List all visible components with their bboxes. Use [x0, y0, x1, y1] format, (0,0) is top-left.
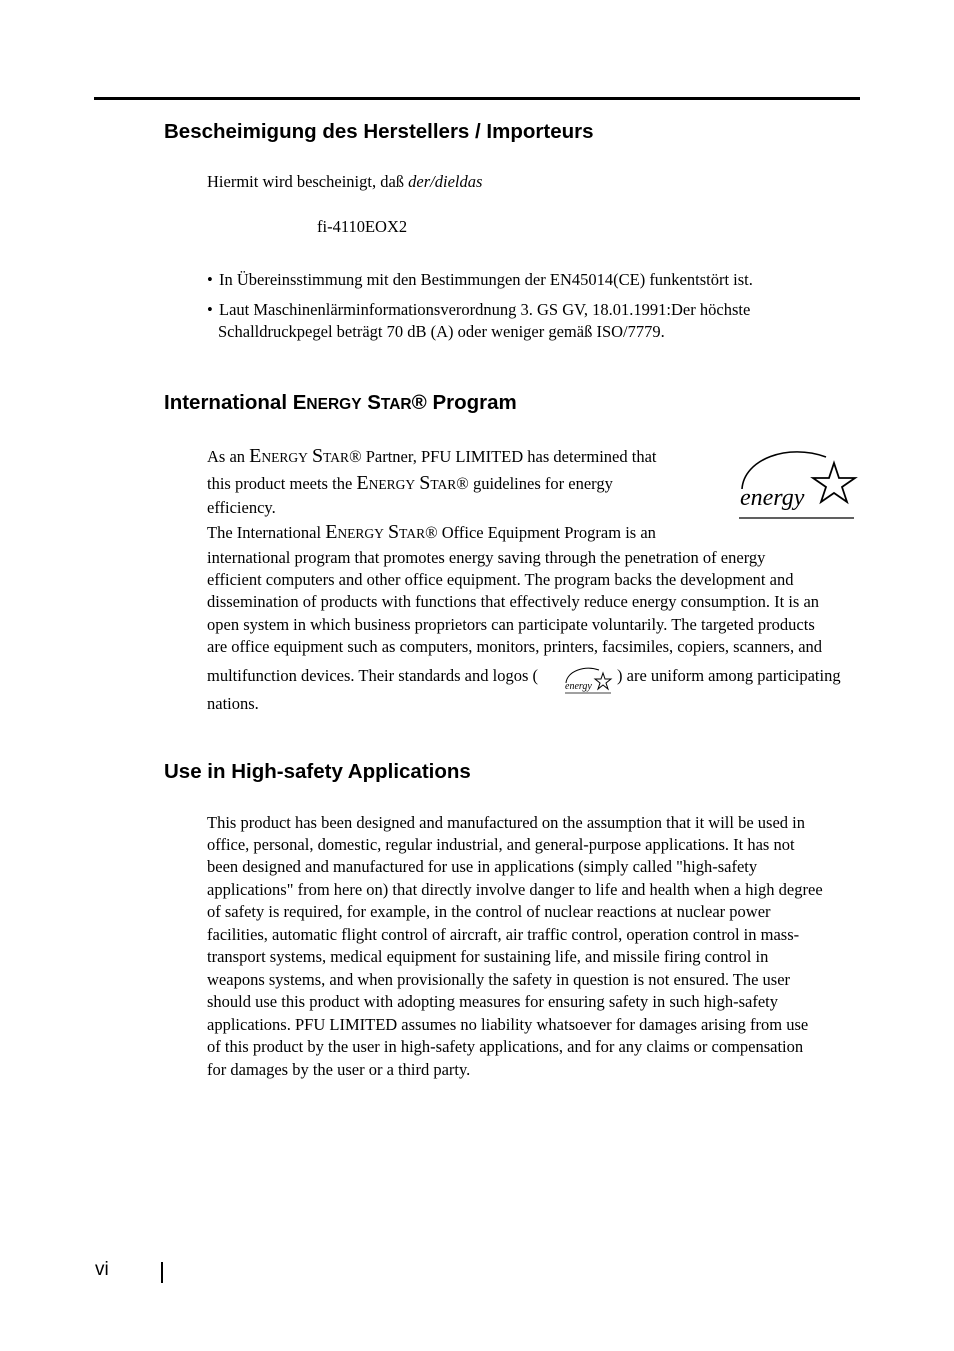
safety-para-line: been designed and manufactured for use in applications (simply called "high-safety — [207, 857, 758, 876]
energy-star-logo-inline — [563, 665, 613, 695]
svg-text:energy: energy — [565, 681, 592, 692]
energy-star-logo — [736, 445, 858, 523]
bullet-marker: • — [207, 300, 213, 319]
energy-para2-line: are office equipment such as computers, monitors, printers, facsimiles, copiers, scanners, and — [207, 637, 823, 656]
bullet-item-noise-line1: Laut Maschinenlärminformationsverordnung 3. GS GV, 18.01.1991:Der höchste — [219, 300, 751, 319]
heading-high-safety: Use in High-safety Applications — [164, 760, 471, 783]
intro-line: Hiermit wird bescheinigt, daß der/dieldas — [207, 172, 483, 191]
energy-para2-line: dissemination of products with functions that effectively reduce energy consumption. It is an — [207, 592, 820, 611]
bullet-item-noise-line2: Schalldruckpegel beträgt 70 dB (A) oder weniger gemäß ISO/7779. — [218, 322, 665, 341]
svg-text:energy: energy — [740, 485, 805, 511]
safety-para-line: facilities, automatic flight control of aircraft, air traffic control, operation control in mass- — [207, 925, 800, 944]
energy-para1-line3: efficiency. — [207, 498, 276, 517]
model-name: fi-4110EOX2 — [317, 217, 408, 236]
bullet-marker: • — [207, 270, 213, 289]
energy-para1-line1: As an ENERGY STAR® Partner, PFU LIMITED has determined that — [207, 445, 657, 467]
heading-bescheinigung: Bescheimigung des Herstellers / Importeurs — [164, 120, 594, 143]
safety-para-line: This product has been designed and manufactured on the assumption that it will be used in — [207, 813, 805, 832]
safety-para-line: applications" from here on) that directly involve danger to life and health when a high degree — [207, 880, 823, 899]
energy-para1-line2: this product meets the ENERGY STAR® guidelines for energy — [207, 472, 613, 494]
page-number: vi — [95, 1259, 109, 1280]
safety-para-line: transport systems, medical equipment for sustaining life, and missile firing control in — [207, 947, 769, 966]
top-rule — [94, 97, 860, 100]
energy-para2-line-logos-pre: multifunction devices. Their standards and logos ( — [207, 666, 538, 685]
safety-para-line: for damages by the user or a third party. — [207, 1060, 471, 1079]
energy-para2-line: open system in which business proprietors can participate voluntarily. The targeted products — [207, 615, 815, 634]
energy-para2-last-line: nations. — [207, 694, 259, 713]
bullet-item-emc: In Übereinsstimmung mit den Bestimmungen der EN45014(CE) funkentstört ist. — [219, 270, 753, 289]
safety-para-line: of safety is required, for example, in the control of nuclear reactions at nuclear power — [207, 902, 771, 921]
page-number-divider — [161, 1262, 163, 1283]
safety-para-line: should use this product with adopting measures for ensuring safety in such high-safety — [207, 992, 778, 1011]
energy-para2-line: international program that promotes energy saving through the penetration of energy — [207, 548, 766, 567]
safety-para-line: weapons systems, and when provisionally the safety in question is not ensured. The user — [207, 970, 791, 989]
energy-para2-line-logos-post: ) are uniform among participating — [617, 666, 841, 685]
energy-para2-line: efficient computers and other office equipment. The program backs the development and — [207, 570, 794, 589]
heading-energy-star: International ENERGY STAR® Program — [164, 391, 517, 414]
safety-para-line: applications. PFU LIMITED assumes no liability whatsoever for damages arising from use — [207, 1015, 809, 1034]
safety-para-line: office, personal, domestic, regular industrial, and general-purpose applications. It has not — [207, 835, 795, 854]
energy-para2-line1: The International ENERGY STAR® Office Equipment Program is an — [207, 521, 656, 543]
safety-para-line: of this product by the user in high-safety applications, and for any claims or compensation — [207, 1037, 804, 1056]
